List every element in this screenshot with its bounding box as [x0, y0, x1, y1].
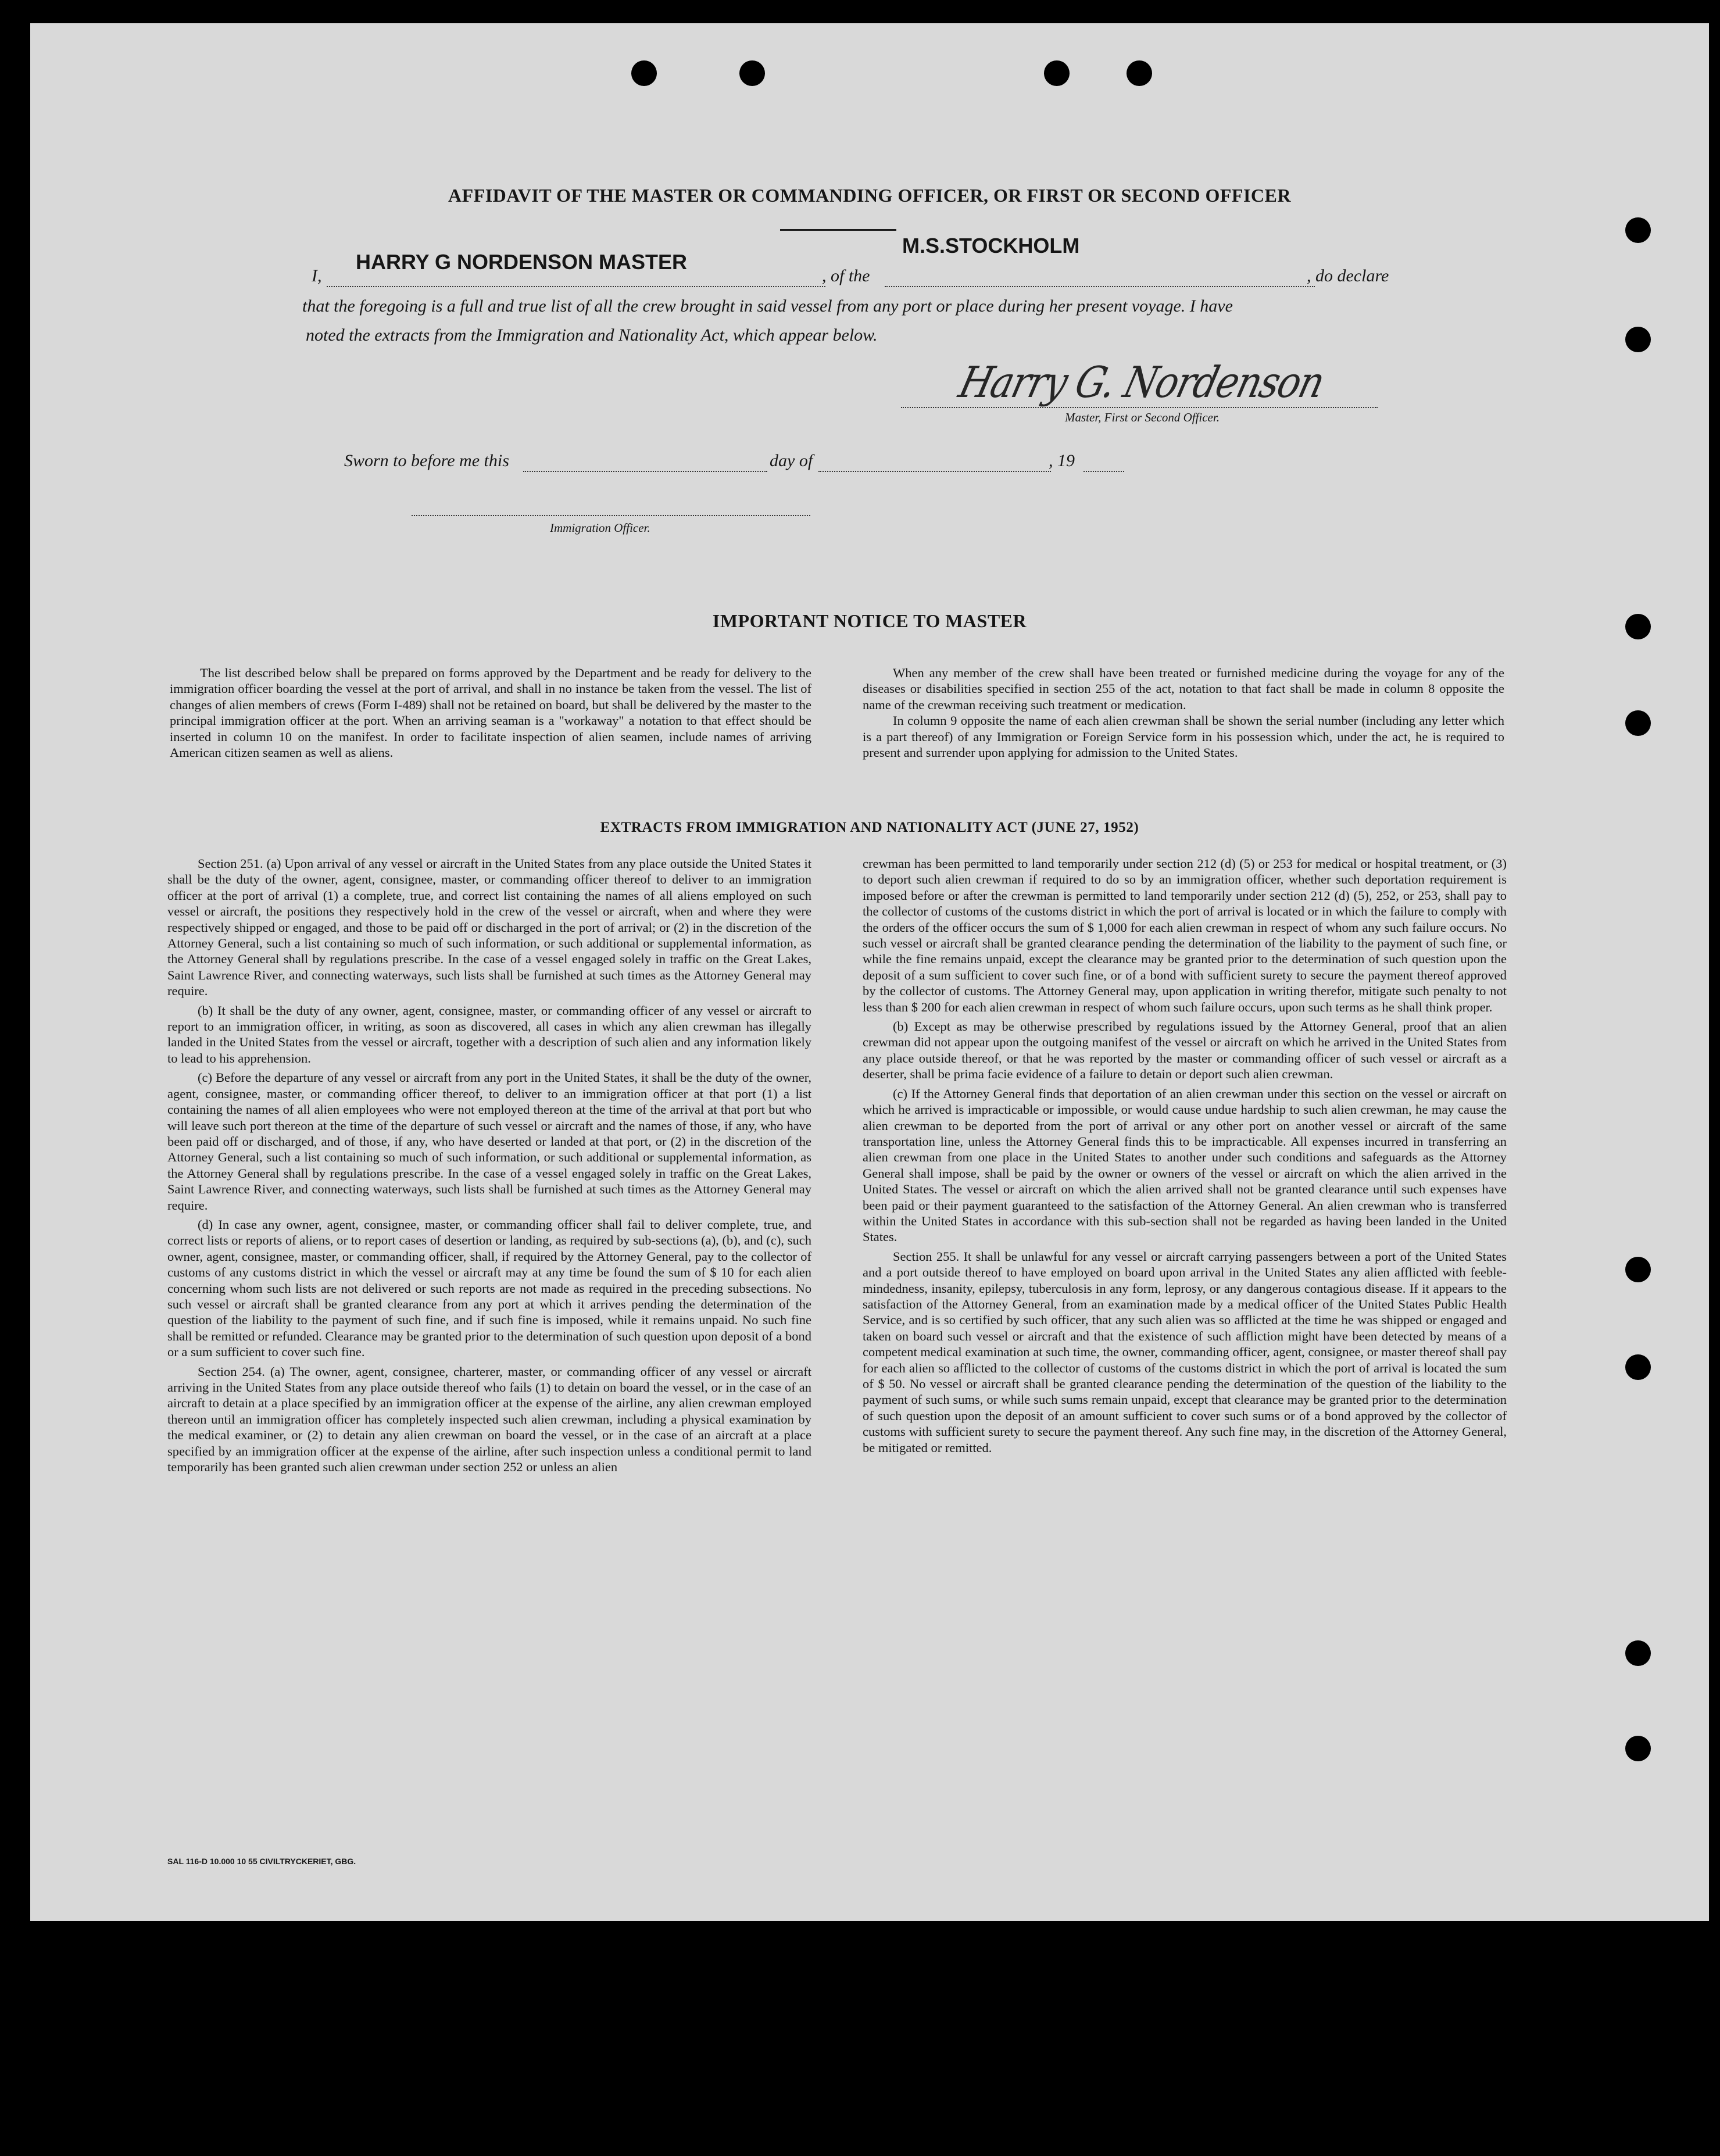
- notice-title: IMPORTANT NOTICE TO MASTER: [712, 610, 1027, 631]
- punch-hole: [631, 60, 657, 86]
- punch-hole: [1625, 710, 1651, 736]
- name-line: [327, 286, 825, 287]
- affidavit-title: AFFIDAVIT OF THE MASTER OR COMMANDING OFFICER, OR FIRST OR SECOND OFFICER: [448, 185, 1291, 206]
- of-the-label: , of the: [822, 266, 870, 285]
- officer-caption: Immigration Officer.: [550, 521, 650, 535]
- vessel-name: M.S.STOCKHOLM: [902, 234, 1080, 258]
- officer-line: [412, 515, 810, 516]
- signature-line: [901, 407, 1378, 408]
- sworn-day-line: [523, 471, 767, 472]
- punch-hole: [1625, 1736, 1651, 1761]
- section-251-d: (d) In case any owner, agent, consignee, master, or commanding officer shall fail to deliver complete, true, and correct lists or reports of aliens, or to report cases of desertion or landing, as required by sub-sections (a), (b), and (c), such owner, agent, consignee, master, or commanding officer, shall, if required by the Attorney General, pay to the collector of customs of any customs district in which the vessel or aircraft may at any time be found the sum of $ 10 for each alien concerning whom such lists are not delivered or such reports are not made as required in the preceding subsections. No such vessel or aircraft shall be granted clearance from any port at which it arrives pending the determination of the question of the liability to the payment of such fine, and if such fine is imposed, while it remains unpaid. No such fine shall be remitted or refunded. Clearance may be granted prior to the determination of such question upon deposit of a bond or a sum sufficient to cover such fine.: [167, 1217, 811, 1360]
- punch-hole: [1625, 1640, 1651, 1666]
- punch-hole: [1044, 60, 1070, 86]
- master-name: HARRY G NORDENSON MASTER: [356, 250, 688, 274]
- statement-line-1: that the foregoing is a full and true list of all the crew brought in said vessel from any port or place during her present voyage. I have: [302, 296, 1233, 316]
- section-254-c: (c) If the Attorney General finds that deportation of an alien crewman under this section on the vessel or aircraft on which he arrived is impracticable or impossible, or would cause undue hardship to such alien crewman, he may cause the alien crewman to be deported from the port of arrival or any other port on another vessel or aircraft of the same transportation line, unless the Attorney General finds this to be impracticable. All expenses incurred in transferring an alien crewman from one place in the United States to another under such conditions and safeguards as the Attorney General shall impose, shall be paid by the owner or owners of the vessel or aircraft on which the alien arrived in the United States. The vessel or aircraft on which the alien arrived shall not be granted clearance until such expenses have been paid or their payment guaranteed to the satisfaction of the Attorney General. An alien crewman who is transferred within the United States in accordance with this sub-section shall not be regarded as having been landed in the United States.: [863, 1086, 1507, 1245]
- sworn-month-line: [818, 471, 1051, 472]
- statement-line-2: noted the extracts from the Immigration and Nationality Act, which appear below.: [306, 326, 878, 345]
- punch-hole: [1625, 217, 1651, 243]
- section-251-c: (c) Before the departure of any vessel or aircraft from any port in the United States, it shall be the duty of the owner, agent, consignee, master, or commanding officer thereof, to deliver to an immigration officer at that port (1) a list containing the names of all alien employees who were not employed thereon at the time of the arrival at that port but who will leave such port thereon at the time of the departure of such vessel or aircraft and the names of those, if any, who have been paid off or discharged, and of those, if any, who have deserted or landed at that port, or (2) in the discretion of the Attorney General, such a list containing so much of such information, or such additional or supplemental information, as the Attorney General shall by regulations prescribe. In the case of a vessel engaged solely in traffic on the Great Lakes, Saint Lawrence River, and connecting waterways, such lists shall be furnished at such times as the Attorney General may require.: [167, 1070, 811, 1213]
- extracts-left-column: [167, 856, 811, 1475]
- notice-left-column: [170, 665, 811, 760]
- form-code: SAL 116-D 10.000 10 55 CIVILTRYCKERIET, GBG.: [167, 1857, 356, 1866]
- section-254-a: Section 254. (a) The owner, agent, consignee, charterer, master, or commanding officer of any vessel or aircraft arriving in the United States from any place outside thereof who fails (1) to detain on board the vessel, or in the case of an aircraft to detain at a place specified by an immigration officer at the expense of the airline, any alien crewman employed thereon until an immigration officer has completely inspected such alien crewman, including a physical examination by the medical examiner, or (2) to detain any alien crewman on board the vessel, or in the case of an aircraft at a place specified by an immigration officer at the expense of the airline, after such inspection unless a conditional permit to land temporarily has been granted such alien crewman under section 252 or unless an alien: [167, 1364, 811, 1475]
- section-251-a: Section 251. (a) Upon arrival of any vessel or aircraft in the United States from any place outside the United States it shall be the duty of the owner, agent, consignee, master, or commanding officer thereof to deliver to an immigration officer at the port of arrival (1) a complete, true, and correct list containing the names of all aliens employed on such vessel or aircraft, the positions they respectively hold in the crew of the vessel or aircraft, when and where they were respectively shipped or engaged, and those to be paid off or discharged in the port of arrival; or (2) in the discretion of the Attorney General, such a list containing so much of such information, or such additional or supplemental information, as the Attorney General shall by regulations prescribe. In the case of a vessel engaged solely in traffic on the Great Lakes, Saint Lawrence River, and connecting waterways, such lists shall be furnished at such times as the Attorney General may require.: [167, 856, 811, 999]
- notice-right-paragraph: When any member of the crew shall have been treated or furnished medicine during the voyage for any of the diseases or disabilities specified in section 255 of the act, notation to that fact shall be made in column 8 opposite the name of the crewman receiving such treatment or medication.: [863, 666, 1504, 712]
- section-254-b: (b) Except as may be otherwise prescribed by regulations issued by the Attorney General, proof that an alien crewman did not appear upon the outgoing manifest of the vessel or aircraft on which he arrived in the United States from any place outside thereof, or that he was reported by the master or commanding officer of such vessel or aircraft as a deserter, shall be prima facie evidence of a failure to detain or deport such alien crewman.: [863, 1019, 1507, 1082]
- notice-right-paragraph: In column 9 opposite the name of each alien crewman shall be shown the serial number (including any letter which is a part thereof) of any Immigration or Foreign Service form in his possession which, under the act, he is required to present and surrender upon applying for admission to the United States.: [863, 713, 1504, 760]
- punch-hole: [739, 60, 765, 86]
- sworn-year-line: [1084, 471, 1124, 472]
- year-label: , 19: [1049, 451, 1075, 470]
- section-255: Section 255. It shall be unlawful for any vessel or aircraft carrying passengers between a port of the United States and a port outside thereof to have employed on board upon arrival in the United States any alien afflicted with feeble-mindedness, insanity, epilepsy, tuberculosis in any form, leprosy, or any dangerous contagious disease. If it appears to the satisfaction of the Attorney General, from an examination made by a medical officer of the United States Public Health Service, and is so certified by such officer, that any such alien was so afflicted at the time he was shipped or engaged and taken on board such vessel or aircraft and that the existence of such affliction might have been detected by means of a competent medical examination at such time, the owner, commanding officer, agent, consignee, or master thereof shall pay for each alien so afflicted to the collector of customs of the customs district in which the port of arrival is located the sum of $ 50. No vessel or aircraft shall be granted clearance pending the determination of the question of the liability to the payment of such sums, or while such sums remain unpaid, except that clearance may be granted prior to the determination of such question upon the deposit of an amount sufficient to cover such sums or of a bond approved by the collector of customs with sufficient surety to secure the payment thereof. Any such fine may, in the discretion of the Attorney General, be mitigated or remitted.: [863, 1249, 1507, 1455]
- i-label: I,: [312, 266, 322, 285]
- day-of-label: day of: [770, 451, 813, 470]
- notice-left-paragraph: The list described below shall be prepared on forms approved by the Department and be ready for delivery to the immigration officer boarding the vessel at the port of arrival, and shall in no instance be taken from the vessel. The list of changes of alien members of crews (Form I-489) shall not be retained on board, but shall be delivered by the master to the principal immigration officer at the port. When an arriving seaman is a "workaway" a notation to that effect should be inserted in column 10 on the manifest. In order to facilitate inspection of alien seamen, include names of arriving American citizen seamen as well as aliens.: [170, 666, 811, 760]
- extracts-title: EXTRACTS FROM IMMIGRATION AND NATIONALITY ACT (JUNE 27, 1952): [600, 820, 1139, 835]
- extracts-right-column: [863, 856, 1507, 1456]
- punch-hole: [1625, 1354, 1651, 1380]
- document-page: [30, 23, 1709, 1921]
- punch-hole: [1625, 1257, 1651, 1282]
- section-254-a-continued: crewman has been permitted to land temporarily under section 212 (d) (5) or 253 for medical or hospital treatment, or (3) to deport such alien crewman if required to do so by an immigration officer, whether such deportation requirement is imposed before or after the crewman is permitted to land temporarily under section 212 (d) (5), 252, or 253, shall pay to the collector of customs of the customs district in which the port of arrival is located or in which the failure to comply with the orders of the officer occurs the sum of $ 1,000 for each alien crewman in respect of whom any such failure occurs. No such vessel or aircraft shall be granted clearance pending the determination of the liability to the payment of such fine, or while the fine remains unpaid, except the clearance may be granted prior to the determination of such question upon the deposit of a sum sufficient to cover such fine, or of a bond with sufficient surety to secure the payment thereof approved by the collector of customs. The Attorney General may, upon application in writing therefor, mitigate such penalty to not less than $ 200 for each alien crewman in respect of whom such failure occurs, upon such terms as he shall think proper.: [863, 856, 1507, 1014]
- punch-hole: [1127, 60, 1152, 86]
- title-underline: [780, 229, 896, 231]
- signature-caption: Master, First or Second Officer.: [1065, 410, 1220, 424]
- vessel-line: [885, 286, 1315, 287]
- punch-hole: [1625, 327, 1651, 352]
- notice-right-column: [863, 665, 1504, 760]
- master-signature: Harry G. Nordenson: [954, 358, 1329, 408]
- declare-label: , do declare: [1307, 266, 1389, 285]
- sworn-label: Sworn to before me this: [344, 451, 509, 470]
- section-251-b: (b) It shall be the duty of any owner, agent, consignee, master, or commanding officer of any vessel or aircraft to report to an immigration officer, in writing, as soon as discovered, all cases in which any alien crewman has illegally landed in the United States from the vessel or aircraft, together with a description of such alien and any information likely to lead to his apprehension.: [167, 1003, 811, 1066]
